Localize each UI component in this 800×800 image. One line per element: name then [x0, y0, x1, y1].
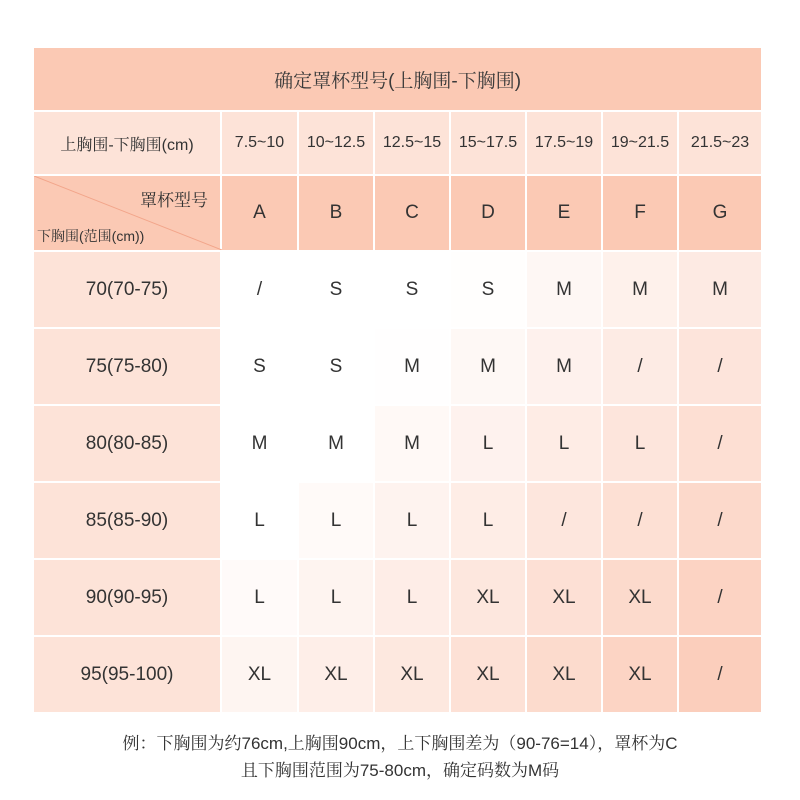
range-cell: 19~21.5 [603, 112, 679, 176]
cup-cell: F [603, 176, 679, 252]
footnote-line-2: 且下胸围范围为75-80cm，确定码数为M码 [240, 761, 560, 780]
size-cell: S [375, 252, 451, 329]
title-row [34, 48, 763, 112]
size-cell: / [603, 483, 679, 560]
row-label: 90(90-95) [34, 560, 222, 637]
cup-cell: G [679, 176, 763, 252]
bra-size-table [34, 48, 763, 714]
size-cell: L [527, 406, 603, 483]
table-row [34, 329, 763, 406]
size-cell: M [527, 329, 603, 406]
range-cell: 15~17.5 [451, 112, 527, 176]
size-cell: M [299, 406, 375, 483]
size-cell: L [222, 560, 299, 637]
range-cell: 12.5~15 [375, 112, 451, 176]
size-cell: S [222, 329, 299, 406]
size-cell: S [299, 329, 375, 406]
size-cell: M [375, 406, 451, 483]
row-label: 75(75-80) [34, 329, 222, 406]
table-title: 确定罩杯型号(上胸围-下胸围) [34, 48, 763, 112]
size-cell: / [603, 329, 679, 406]
cup-cell: D [451, 176, 527, 252]
size-cell: L [299, 560, 375, 637]
size-cell: M [375, 329, 451, 406]
size-cell: M [603, 252, 679, 329]
size-cell: / [679, 560, 763, 637]
size-cell: S [299, 252, 375, 329]
size-cell: L [375, 483, 451, 560]
range-cell: 7.5~10 [222, 112, 299, 176]
table-row [34, 560, 763, 637]
size-cell: M [451, 329, 527, 406]
range-cell: 17.5~19 [527, 112, 603, 176]
row-label: 70(70-75) [34, 252, 222, 329]
size-cell: XL [527, 637, 603, 714]
size-cell: S [451, 252, 527, 329]
size-cell: XL [375, 637, 451, 714]
range-row [34, 112, 763, 176]
footnote [0, 730, 800, 784]
size-cell: L [375, 560, 451, 637]
table-row [34, 483, 763, 560]
size-cell: / [679, 637, 763, 714]
table-row [34, 252, 763, 329]
table-row [34, 637, 763, 714]
size-cell: / [222, 252, 299, 329]
size-cell: L [451, 483, 527, 560]
range-cell: 10~12.5 [299, 112, 375, 176]
row-label: 80(80-85) [34, 406, 222, 483]
cup-cell: B [299, 176, 375, 252]
cup-row [34, 176, 763, 252]
size-cell: XL [451, 560, 527, 637]
size-cell: M [679, 252, 763, 329]
size-cell: L [299, 483, 375, 560]
row-label: 95(95-100) [34, 637, 222, 714]
size-cell: L [603, 406, 679, 483]
size-cell: XL [222, 637, 299, 714]
size-cell: XL [603, 637, 679, 714]
size-cell: / [679, 329, 763, 406]
size-chart [34, 48, 763, 714]
row-label: 85(85-90) [34, 483, 222, 560]
corner-bottom-label: 下胸围(范围(cm)) [37, 228, 145, 244]
size-cell: L [451, 406, 527, 483]
size-cell: M [527, 252, 603, 329]
size-cell: / [679, 406, 763, 483]
size-cell: / [527, 483, 603, 560]
size-cell: XL [299, 637, 375, 714]
table-row [34, 406, 763, 483]
size-cell: L [222, 483, 299, 560]
corner-header [34, 176, 222, 252]
size-cell: XL [527, 560, 603, 637]
size-cell: / [679, 483, 763, 560]
cup-cell: A [222, 176, 299, 252]
corner-top-label: 罩杯型号 [140, 191, 208, 210]
cup-cell: C [375, 176, 451, 252]
size-cell: M [222, 406, 299, 483]
range-cell: 21.5~23 [679, 112, 763, 176]
size-cell: XL [451, 637, 527, 714]
footnote-line-1: 例：下胸围为约76cm,上胸围90cm，上下胸围差为（90-76=14），罩杯为C [122, 734, 678, 753]
cup-cell: E [527, 176, 603, 252]
size-cell: XL [603, 560, 679, 637]
range-label: 上胸围-下胸围(cm) [34, 112, 222, 176]
